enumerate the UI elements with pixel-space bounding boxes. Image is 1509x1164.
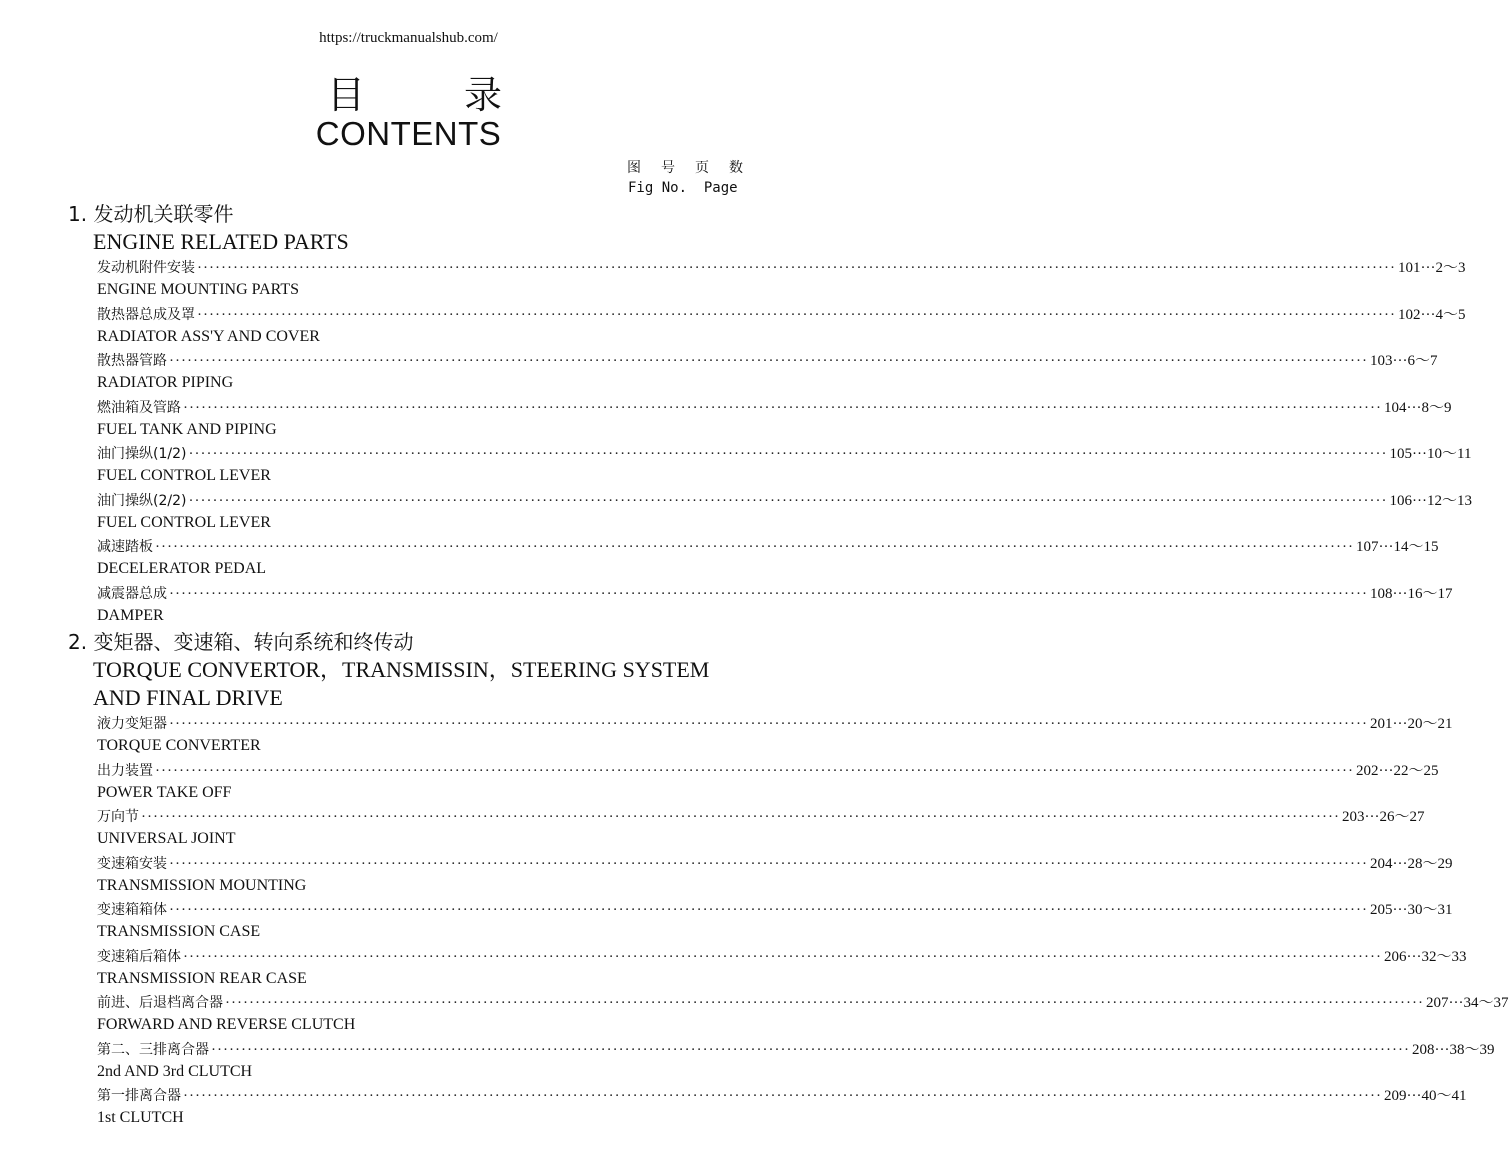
title-chinese-char-1: 目 (327, 73, 366, 117)
toc-entry-title-english: UNIVERSAL JOINT (97, 830, 236, 847)
dot-separator: ··· (1412, 492, 1427, 509)
toc-entry-title-english: 1st CLUTCH (97, 1109, 184, 1126)
toc-entry-title-chinese: 万向节 (97, 809, 139, 825)
figure-number: 201 (1370, 716, 1393, 732)
figure-number: 206 (1384, 948, 1407, 965)
figure-number: 106 (1389, 492, 1412, 509)
toc-entry-title-chinese: 第二、三排离合器 (97, 1041, 209, 1058)
toc-entry-reference (1384, 945, 1467, 966)
toc-entry-title-chinese: 散热器管路 (97, 353, 167, 369)
dot-leader: ········································································································································································································ (141, 809, 1341, 825)
dot-leader: ········································································································································································································ (169, 353, 1369, 369)
toc-entry-title-english: DAMPER (97, 606, 164, 624)
dot-leader: ········································································································································································································ (211, 1041, 1411, 1058)
dot-separator: ··· (1420, 306, 1436, 323)
toc-entry-reference (1356, 535, 1439, 556)
toc-entry-title-chinese: 第一排离合器 (97, 1088, 181, 1104)
dot-leader: ········································································································································································································ (169, 585, 1369, 602)
toc-entry[interactable] (97, 712, 1453, 734)
toc-entry[interactable] (97, 582, 1453, 604)
dot-leader: ········································································································································································································ (225, 995, 1425, 1011)
toc-entry-title-chinese: 前进、后退档离合器 (97, 995, 223, 1011)
page-range: 28～29 (1407, 855, 1453, 872)
figure-number: 207 (1426, 995, 1449, 1011)
column-header-char: 号 (661, 160, 675, 176)
toc-entry-title-chinese: 燃油箱及管路 (97, 399, 181, 416)
dot-separator: ··· (1406, 948, 1422, 965)
dot-leader: ········································································································································································································ (188, 446, 1388, 462)
page-range: 22～25 (1393, 762, 1439, 779)
dot-leader: ········································································································································································································ (183, 948, 1383, 965)
dot-separator: ··· (1420, 260, 1436, 276)
dot-separator: ··· (1364, 809, 1380, 825)
toc-entry-title-chinese: 散热器总成及罩 (97, 306, 195, 323)
toc-entry[interactable] (97, 1084, 1467, 1106)
figure-number: 209 (1384, 1088, 1407, 1104)
toc-entry-reference (1370, 852, 1453, 873)
toc-entry[interactable] (97, 489, 1473, 511)
toc-entry-title-chinese: 减震器总成 (97, 585, 167, 602)
column-header-chinese (627, 157, 743, 177)
page-range: 40～41 (1421, 1088, 1467, 1104)
toc-entry-title-english: DECELERATOR PEDAL (97, 560, 267, 577)
section-heading-chinese: 1. 发动机关联零件 (68, 202, 234, 226)
page-range: 6～7 (1407, 353, 1438, 369)
dot-separator: ··· (1448, 995, 1464, 1011)
toc-entry-title-english: 2nd AND 3rd CLUTCH (97, 1062, 253, 1080)
page-range: 16～17 (1407, 585, 1453, 602)
toc-entry[interactable] (97, 396, 1452, 418)
toc-entry-title-chinese: 油门操纵(1/2) (97, 446, 187, 462)
toc-entry-title-chinese: 变速箱后箱体 (97, 948, 181, 965)
toc-entry-title-chinese: 发动机附件安装 (97, 260, 195, 276)
dot-leader: ········································································································································································································ (169, 855, 1369, 872)
section-heading-chinese: 2. 变矩器、变速箱、转向系统和终传动 (68, 630, 414, 654)
dot-separator: ··· (1406, 399, 1422, 416)
toc-entry[interactable] (97, 349, 1438, 371)
toc-entry[interactable] (97, 805, 1425, 827)
toc-entry[interactable] (97, 535, 1439, 557)
dot-leader: ········································································································································································································ (155, 762, 1355, 779)
figure-number: 102 (1398, 306, 1421, 323)
toc-entry-title-chinese: 油门操纵(2/2) (97, 492, 187, 509)
column-header-english: Fig No. Page (628, 180, 738, 196)
section-heading-english: TORQUE CONVERTOR，TRANSMISSIN，STEERING SYSTEM (93, 657, 710, 682)
figure-number: 101 (1398, 260, 1421, 276)
toc-entry-reference (1384, 396, 1452, 417)
toc-entry-title-chinese: 减速踏板 (97, 539, 153, 555)
toc-entry-title-english: TRANSMISSION REAR CASE (97, 969, 307, 987)
toc-entry[interactable] (97, 898, 1453, 920)
dot-leader: ········································································································································································································ (183, 1088, 1383, 1104)
toc-entry-reference (1398, 256, 1466, 277)
toc-entry-title-english: RADIATOR PIPING (97, 374, 234, 391)
toc-entry-reference (1412, 1038, 1495, 1059)
page-range: 34～37 (1463, 995, 1509, 1011)
figure-number: 104 (1384, 399, 1407, 416)
toc-entry-title-english: ENGINE MOUNTING PARTS (97, 281, 300, 298)
toc-entry[interactable] (97, 991, 1509, 1013)
section-heading-english: AND FINAL DRIVE (93, 685, 283, 710)
figure-number: 202 (1356, 762, 1379, 779)
dot-separator: ··· (1434, 1041, 1450, 1058)
toc-entry-reference (1398, 303, 1466, 324)
page-range: 12～13 (1427, 492, 1473, 509)
toc-entry-title-english: FORWARD AND REVERSE CLUTCH (97, 1016, 356, 1033)
page-range: 38～39 (1449, 1041, 1495, 1058)
dot-leader: ········································································································································································································ (155, 539, 1355, 555)
column-header-char: 页 (695, 160, 709, 176)
page-range: 10～11 (1427, 446, 1472, 462)
toc-entry-title-chinese: 液力变矩器 (97, 716, 167, 732)
dot-leader: ········································································································································································································ (188, 492, 1388, 509)
page-range: 4～5 (1435, 306, 1466, 323)
toc-entry-title-chinese: 变速箱箱体 (97, 902, 167, 918)
page-range: 26～27 (1379, 809, 1425, 825)
dot-separator: ··· (1378, 762, 1394, 779)
column-header-char: 图 (627, 160, 641, 176)
toc-entry-reference (1370, 349, 1438, 370)
toc-entry-title-english: FUEL TANK AND PIPING (97, 420, 277, 438)
section-heading-english: ENGINE RELATED PARTS (93, 229, 349, 254)
toc-entry-title-english: POWER TAKE OFF (97, 783, 232, 801)
dot-separator: ··· (1412, 446, 1427, 462)
toc-entry[interactable] (97, 945, 1467, 967)
dot-leader: ········································································································································································································ (169, 902, 1369, 918)
dot-separator: ··· (1392, 716, 1408, 732)
page-range: 20～21 (1407, 716, 1453, 732)
figure-number: 204 (1370, 855, 1393, 872)
toc-entry-reference (1426, 991, 1509, 1012)
toc-entry[interactable] (97, 1038, 1495, 1060)
page-range: 30～31 (1407, 902, 1453, 918)
source-url: https://truckmanualshub.com/ (319, 30, 498, 46)
toc-entry-reference (1390, 489, 1473, 510)
figure-number: 107 (1356, 539, 1379, 555)
dot-separator: ··· (1392, 855, 1408, 872)
dot-leader: ········································································································································································································ (197, 306, 1397, 323)
toc-entry-reference (1370, 712, 1453, 733)
figure-number: 105 (1389, 446, 1412, 462)
dot-leader: ········································································································································································································ (197, 260, 1397, 276)
page-range: 8～9 (1421, 399, 1452, 416)
dot-separator: ··· (1406, 1088, 1422, 1104)
figure-number: 108 (1370, 585, 1393, 602)
dot-separator: ··· (1392, 353, 1408, 369)
toc-entry-reference (1370, 898, 1453, 919)
toc-entry[interactable] (97, 852, 1453, 874)
figure-number: 103 (1370, 353, 1393, 369)
toc-entry-title-english: FUEL CONTROL LEVER (97, 467, 271, 484)
page-range: 14～15 (1393, 539, 1439, 555)
title-english: CONTENTS (315, 115, 502, 152)
toc-entry-title-english: TRANSMISSION CASE (97, 923, 261, 940)
page-range: 2～3 (1435, 260, 1466, 276)
toc-entry[interactable] (97, 303, 1466, 325)
title-chinese-char-2: 录 (463, 73, 502, 117)
toc-entry-title-english: FUEL CONTROL LEVER (97, 513, 271, 531)
dot-separator: ··· (1378, 539, 1394, 555)
figure-number: 203 (1342, 809, 1365, 825)
toc-entry-title-chinese: 变速箱安装 (97, 855, 167, 872)
toc-entry-title-chinese: 出力装置 (97, 762, 153, 779)
toc-entry[interactable] (97, 759, 1439, 781)
toc-entry[interactable] (97, 442, 1472, 464)
toc-entry-reference (1370, 582, 1453, 603)
figure-number: 205 (1370, 902, 1393, 918)
dot-leader: ········································································································································································································ (183, 399, 1383, 416)
dot-leader: ········································································································································································································ (169, 716, 1369, 732)
toc-entry-reference (1390, 442, 1472, 463)
column-header-char: 数 (729, 160, 743, 176)
toc-entry-title-english: TRANSMISSION MOUNTING (97, 876, 307, 894)
toc-entry-reference (1356, 759, 1439, 780)
page-range: 32～33 (1421, 948, 1467, 965)
toc-entry-title-english: RADIATOR ASS'Y AND COVER (97, 327, 320, 345)
dot-separator: ··· (1392, 585, 1408, 602)
dot-separator: ··· (1392, 902, 1408, 918)
figure-number: 208 (1412, 1041, 1435, 1058)
toc-entry-reference (1342, 805, 1425, 826)
toc-entry-title-english: TORQUE CONVERTER (97, 737, 261, 754)
toc-entry-reference (1384, 1084, 1467, 1105)
toc-entry[interactable] (97, 256, 1466, 278)
